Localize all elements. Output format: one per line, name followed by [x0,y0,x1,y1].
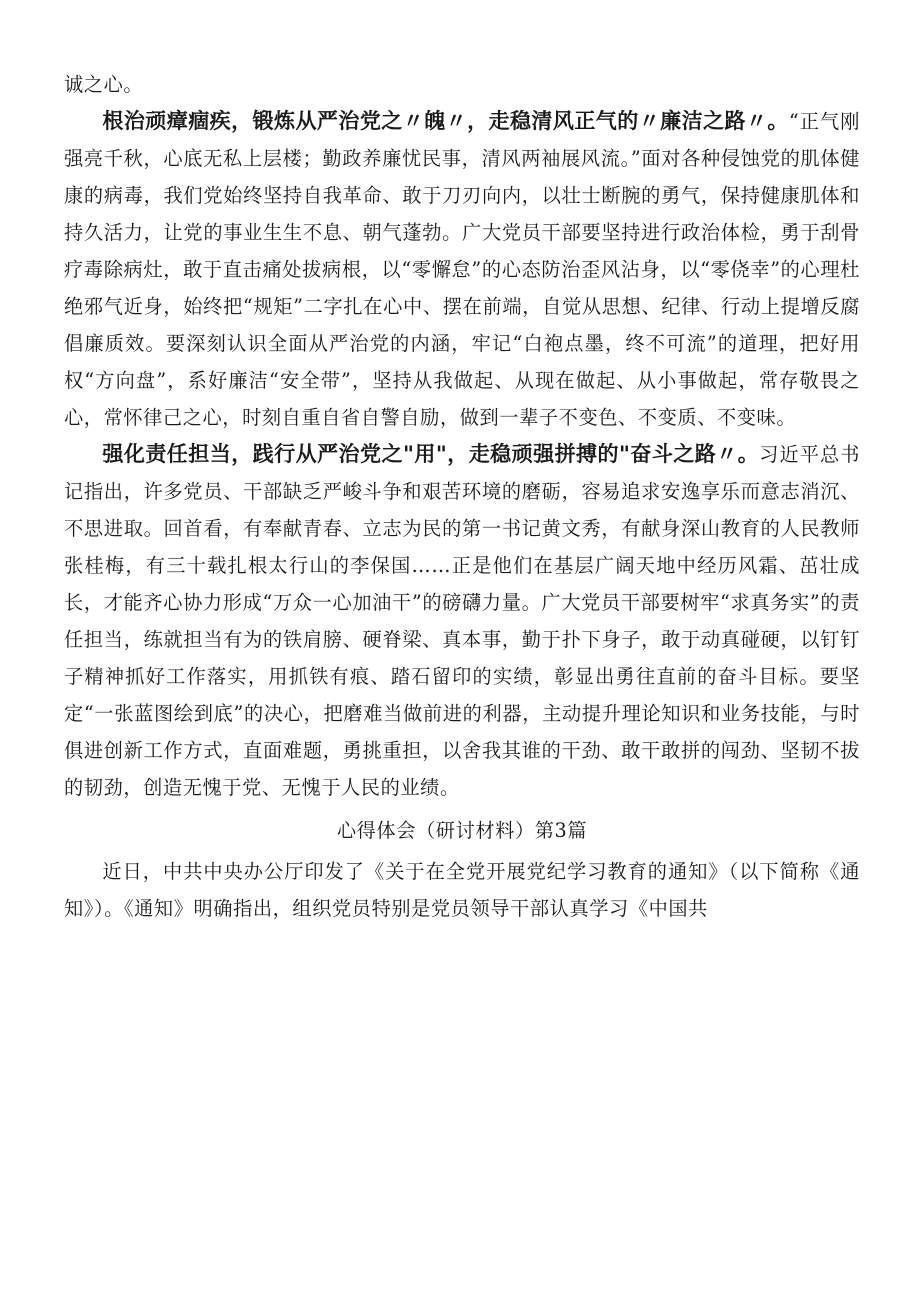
document-page [64,66,860,927]
paragraph-integrity-body: “正气刚强亮千秋，心底无私上层楼；勤政养廉忧民事，清风两袖展风流。”面对各种侵蚀党的肌体健康的病毒，我们党始终坚持自我革命、敢于刀刃向内，以壮士断腕的勇气，保持健康肌体和持久活力，让党的事业生生不息、朝气蓬勃。广大党员干部要坚持进行政治体检，勇于刮骨疗毒除病灶，敢于直击痛处拔病根，以“零懈怠”的心态防治歪风沾身，以“零侥幸”的心理杜绝邪气近身，始终把“规矩”二字扎在心中、摆在前端，自觉从思想、纪律、行动上提增反腐倡廉质效。要深刻认识全面从严治党的内涵，牢记“白袍点墨，终不可流”的道理，把好用权“方向盘”，系好廉洁“安全带”，坚持从我做起、从现在做起、从小事做起，常存敬畏之心，常怀律己之心，时刻自重自省自警自励，做到一辈子不变色、不变质、不变味。 [64,110,860,429]
section-heading-responsibility: 强化责任担当，践行从严治党之"用"，走稳顽强拼搏的"奋斗之路〃。 [102,442,760,466]
paragraph-integrity [64,103,860,436]
paragraph-notice: 近日，中共中央办公厅印发了《关于在全党开展党纪学习教育的通知》（以下简称《通知》）。《通知》明确指出，组织党员特别是党员领导干部认真学习《中国共 [64,860,860,920]
section-title: 心得体会（研讨材料）第3篇 [336,819,588,842]
paragraph-responsibility-body: 习近平总书记指出，许多党员、干部缺乏严峻斗争和艰苦环境的磨砺，容易追求安逸享乐而意志消沉、不思进取。回首看，有奉献青春、立志为民的第一书记黄文秀，有献身深山教育的人民教师张桂梅，有三十载扎根太行山的李保国……正是他们在基层广阔天地中经历风霜、茁壮成长，才能齐心协力形成“万众一心加油干”的磅礴力量。广大党员干部要树牢“求真务实”的责任担当，练就担当有为的铁肩膀、硬脊梁、真本事，勤于扑下身子，敢于动真碰硬，以钉钉子精神抓好工作落实，用抓铁有痕、踏石留印的实绩，彰显出勇往直前的奋斗目标。要坚定“一张蓝图绘到底”的决心，把磨难当做前进的利器，主动提升理论知识和业务技能，与时俱进创新工作方式，直面难题，勇挑重担，以舍我其谁的干劲、敢干敢拼的闯劲、坚韧不拔的韧劲，创造无愧于党、无愧于人民的业绩。 [64,443,860,799]
paragraph-continuation: 诚之心。 [64,73,144,96]
paragraph-responsibility [64,436,860,806]
section-heading-integrity: 根治顽瘴痼疾，锻炼从严治党之〃魄〃，走稳清风正气的〃廉洁之路〃。 [102,109,789,133]
